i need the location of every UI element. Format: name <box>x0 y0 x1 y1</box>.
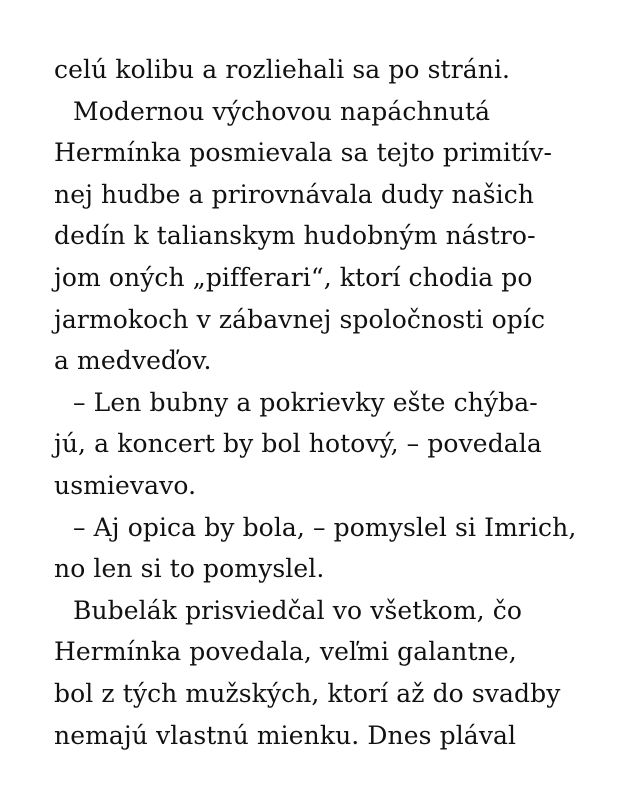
text-line: – Aj opica by bola, – pomyslel si Imrich, <box>73 512 577 542</box>
text-line: bol z tých mužských, ktorí až do svadby <box>54 678 561 708</box>
text-line: jú, a koncert by bol hotový, – povedala <box>54 429 542 459</box>
text-body <box>54 49 614 756</box>
text-line: a medveďov. <box>54 346 212 376</box>
text-line: – Len bubny a pokrievky ešte chýba- <box>73 387 538 417</box>
text-line: Hermínka posmievala sa tejto primitív- <box>54 138 552 168</box>
text-line: nemajú vlastnú mienku. Dnes plával <box>54 720 517 750</box>
text-line: Hermínka povedala, veľmi galantne, <box>54 637 517 667</box>
text-line: no len si to pomyslel. <box>54 554 325 584</box>
text-line: nej hudbe a prirovnávala dudy našich <box>54 179 535 209</box>
text-line: Modernou výchovou napáchnutá <box>73 96 491 126</box>
text-line: jom oných „pifferari“, ktorí chodia po <box>54 262 533 292</box>
text-line: usmievavo. <box>54 470 197 500</box>
text-line: celú kolibu a rozliehali sa po stráni. <box>54 55 511 84</box>
text-line: dedín k talianskym hudobným nástro- <box>54 221 536 251</box>
text-line: jarmokoch v zábavnej spoločnosti opíc <box>54 304 546 334</box>
text-line: Bubelák prisviedčal vo všetkom, čo <box>73 595 522 625</box>
